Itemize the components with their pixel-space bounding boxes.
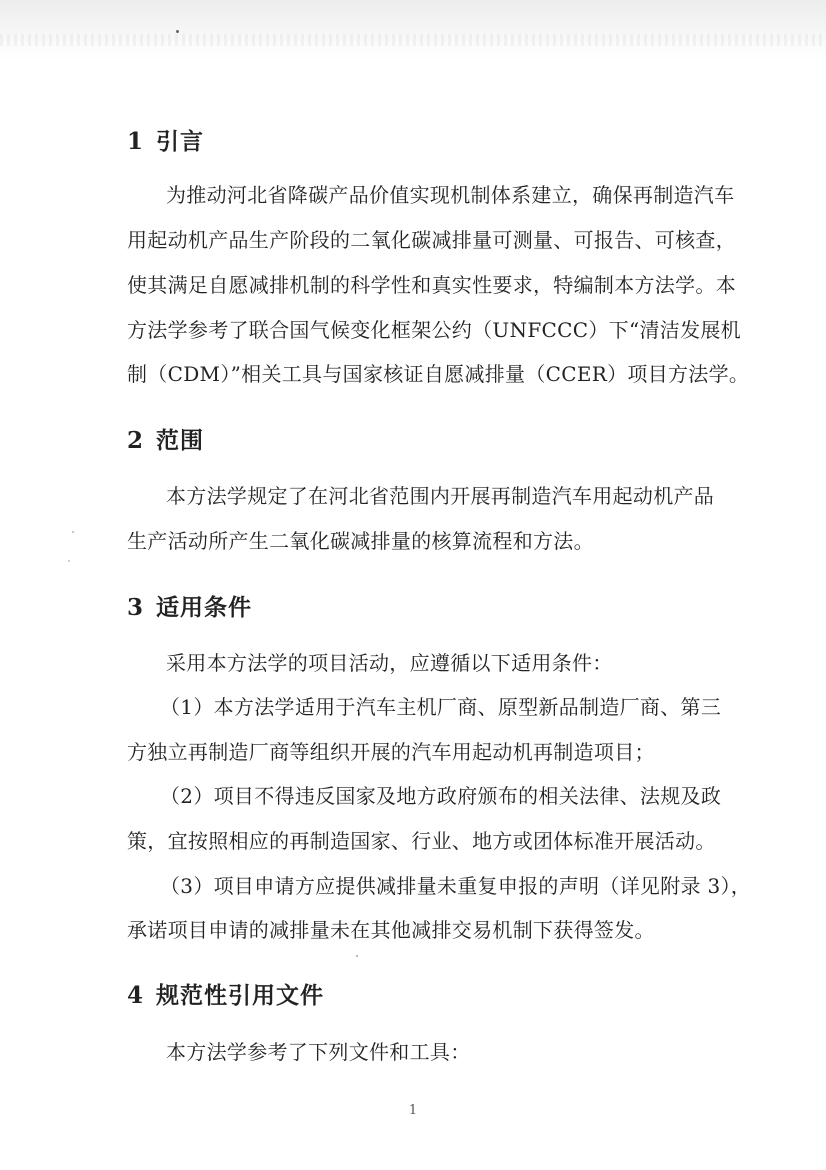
section-number: 1 bbox=[127, 128, 145, 155]
paragraph-line: （2）项目不得违反国家及地方政府颁布的相关法律、法规及政 bbox=[160, 784, 722, 808]
section-title: 规范性引用文件 bbox=[156, 982, 325, 1009]
section-number: 3 bbox=[127, 594, 145, 621]
paragraph-line: （1）本方法学适用于汽车主机厂商、原型新品制造厂商、第三 bbox=[160, 695, 722, 719]
paragraph-line: 承诺项目申请的减排量未在其他减排交易机制下获得签发。 bbox=[127, 918, 655, 942]
paragraph-line: （3）项目申请方应提供减排量未重复申报的声明（详见附录 3）， bbox=[160, 874, 752, 898]
page-number: 1 bbox=[408, 1103, 418, 1118]
paragraph-line: 使其满足自愿减排机制的科学性和真实性要求，特编制本方法学。本 bbox=[127, 273, 736, 297]
paragraph-line: 策，宜按照相应的再制造国家、行业、地方或团体标准开展活动。 bbox=[127, 829, 716, 853]
paragraph-line: 为推动河北省降碳产品价值实现机制体系建立，确保再制造汽车 bbox=[166, 183, 735, 207]
paragraph-line: 采用本方法学的项目活动，应遵循以下适用条件： bbox=[166, 651, 613, 675]
section-heading-scope bbox=[127, 426, 204, 456]
section-heading-references bbox=[127, 981, 324, 1011]
section-number: 4 bbox=[127, 982, 145, 1009]
section-heading-intro bbox=[127, 127, 204, 157]
section-heading-conditions bbox=[127, 593, 252, 623]
paragraph-line: 方法学参考了联合国气候变化框架公约（UNFCCC）下“清洁发展机 bbox=[127, 318, 741, 342]
paragraph-line: 生产活动所产生二氧化碳减排量的核算流程和方法。 bbox=[127, 529, 594, 553]
paragraph-line: 本方法学规定了在河北省范围内开展再制造汽车用起动机产品 bbox=[166, 484, 715, 508]
paragraph-line: 制（CDM）”相关工具与国家核证自愿减排量（CCER）项目方法学。 bbox=[127, 362, 750, 386]
section-title: 适用条件 bbox=[156, 594, 253, 621]
section-number: 2 bbox=[127, 427, 145, 454]
paragraph-line: 方独立再制造厂商等组织开展的汽车用起动机再制造项目； bbox=[127, 740, 655, 764]
section-title: 范围 bbox=[156, 427, 205, 454]
paragraph-line: 用起动机产品生产阶段的二氧化碳减排量可测量、可报告、可核查， bbox=[127, 228, 736, 252]
paragraph-line: 本方法学参考了下列文件和工具： bbox=[166, 1040, 471, 1064]
section-title: 引言 bbox=[156, 128, 205, 155]
